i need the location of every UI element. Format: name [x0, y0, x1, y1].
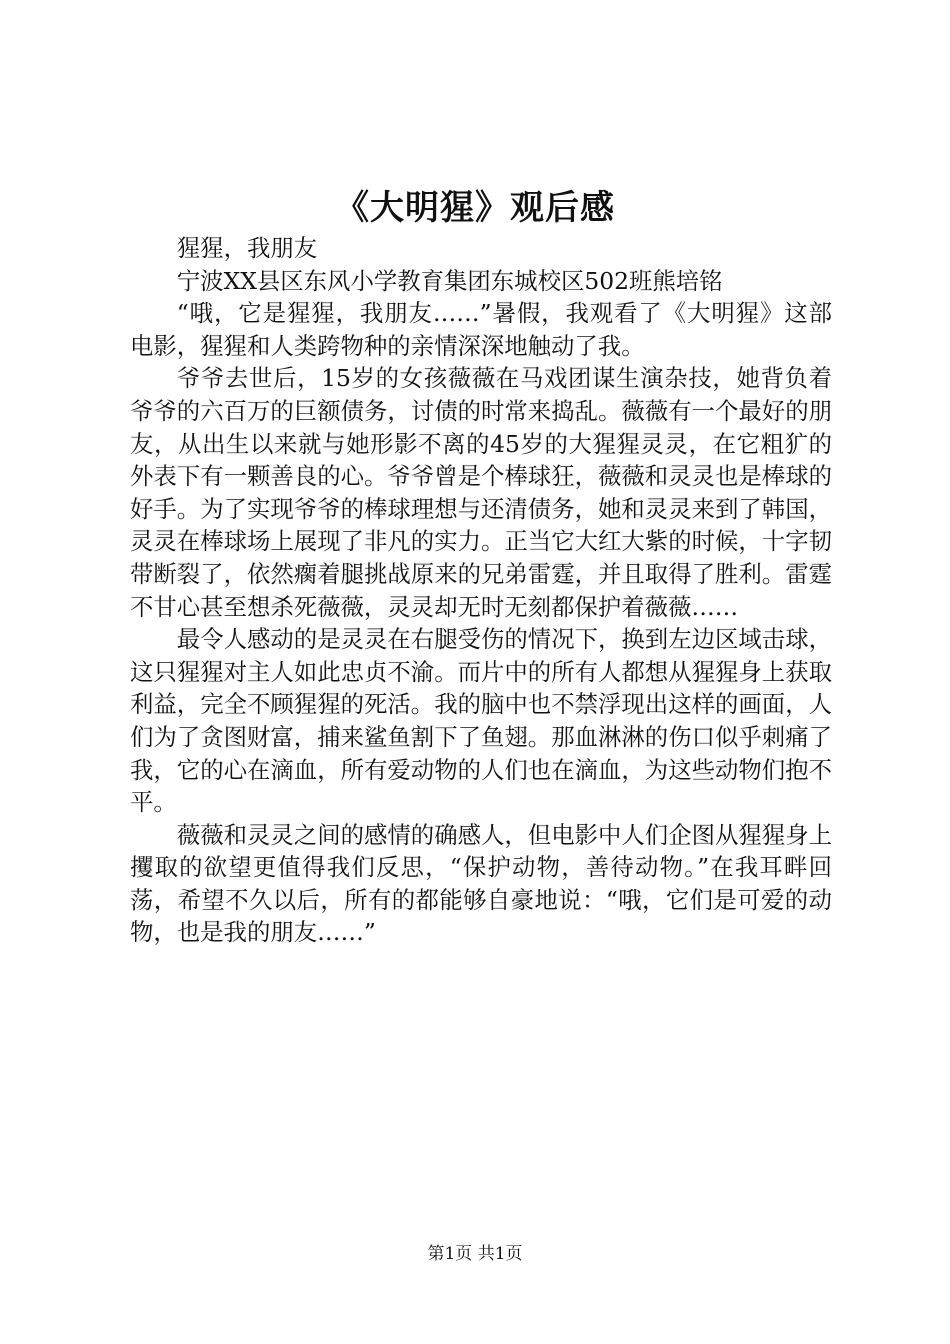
paragraph-intro: “哦，它是猩猩，我朋友……”暑假，我观看了《大明猩》这部电影，猩猩和人类跨物种的亲情深深地触动了我。 [130, 299, 832, 360]
paragraph-reflection: 最令人感动的是灵灵在右腿受伤的情况下，换到左边区域击球，这只猩猩对主人如此忠贞不渝。而片中的所有人都想从猩猩身上获取利益，完全不顾猩猩的死活。我的脑中也不禁浮现出这样的画面，人们为了贪图财富，捕来鲨鱼割下了鱼翅。那血淋淋的伤口似乎刺痛了我，它的心在滴血，所有爱动物的人们也在滴血，为这些动物们抱不平。 [130, 625, 832, 817]
paragraph-conclusion: 薇薇和灵灵之间的感情的确感人，但电影中人们企图从猩猩身上攫取的欲望更值得我们反思，“保护动物，善待动物。”在我耳畔回荡，希望不久以后，所有的都能够自豪地说：“哦，它们是可爱的动物，也是我的朋友……” [130, 820, 832, 947]
document-title: 《大明猩》观后感 [335, 188, 615, 228]
document-body [130, 232, 832, 949]
paragraph-story: 爷爷去世后，15岁的女孩薇薇在马戏团谋生演杂技，她背负着爷爷的六百万的巨额债务，讨债的时常来捣乱。薇薇有一个最好的朋友，从出生以来就与她形影不离的45岁的大猩猩灵灵，在它粗犷的外表下有一颗善良的心。爷爷曾是个棒球狂，薇薇和灵灵也是棒球的好手。为了实现爷爷的棒球理想与还清债务，她和灵灵来到了韩国，灵灵在棒球场上展现了非凡的实力。正当它大红大紫的时候，十字韧带断裂了，依然瘸着腿挑战原来的兄弟雷霆，并且取得了胜利。雷霆不甘心甚至想杀死薇薇，灵灵却无时无刻都保护着薇薇…… [130, 364, 832, 621]
page-footer: 第1页 共1页 [427, 1244, 523, 1264]
author-line: 宁波XX县区东风小学教育集团东城校区502班熊培铭 [176, 266, 723, 295]
subtitle-line: 猩猩，我朋友 [176, 234, 318, 262]
